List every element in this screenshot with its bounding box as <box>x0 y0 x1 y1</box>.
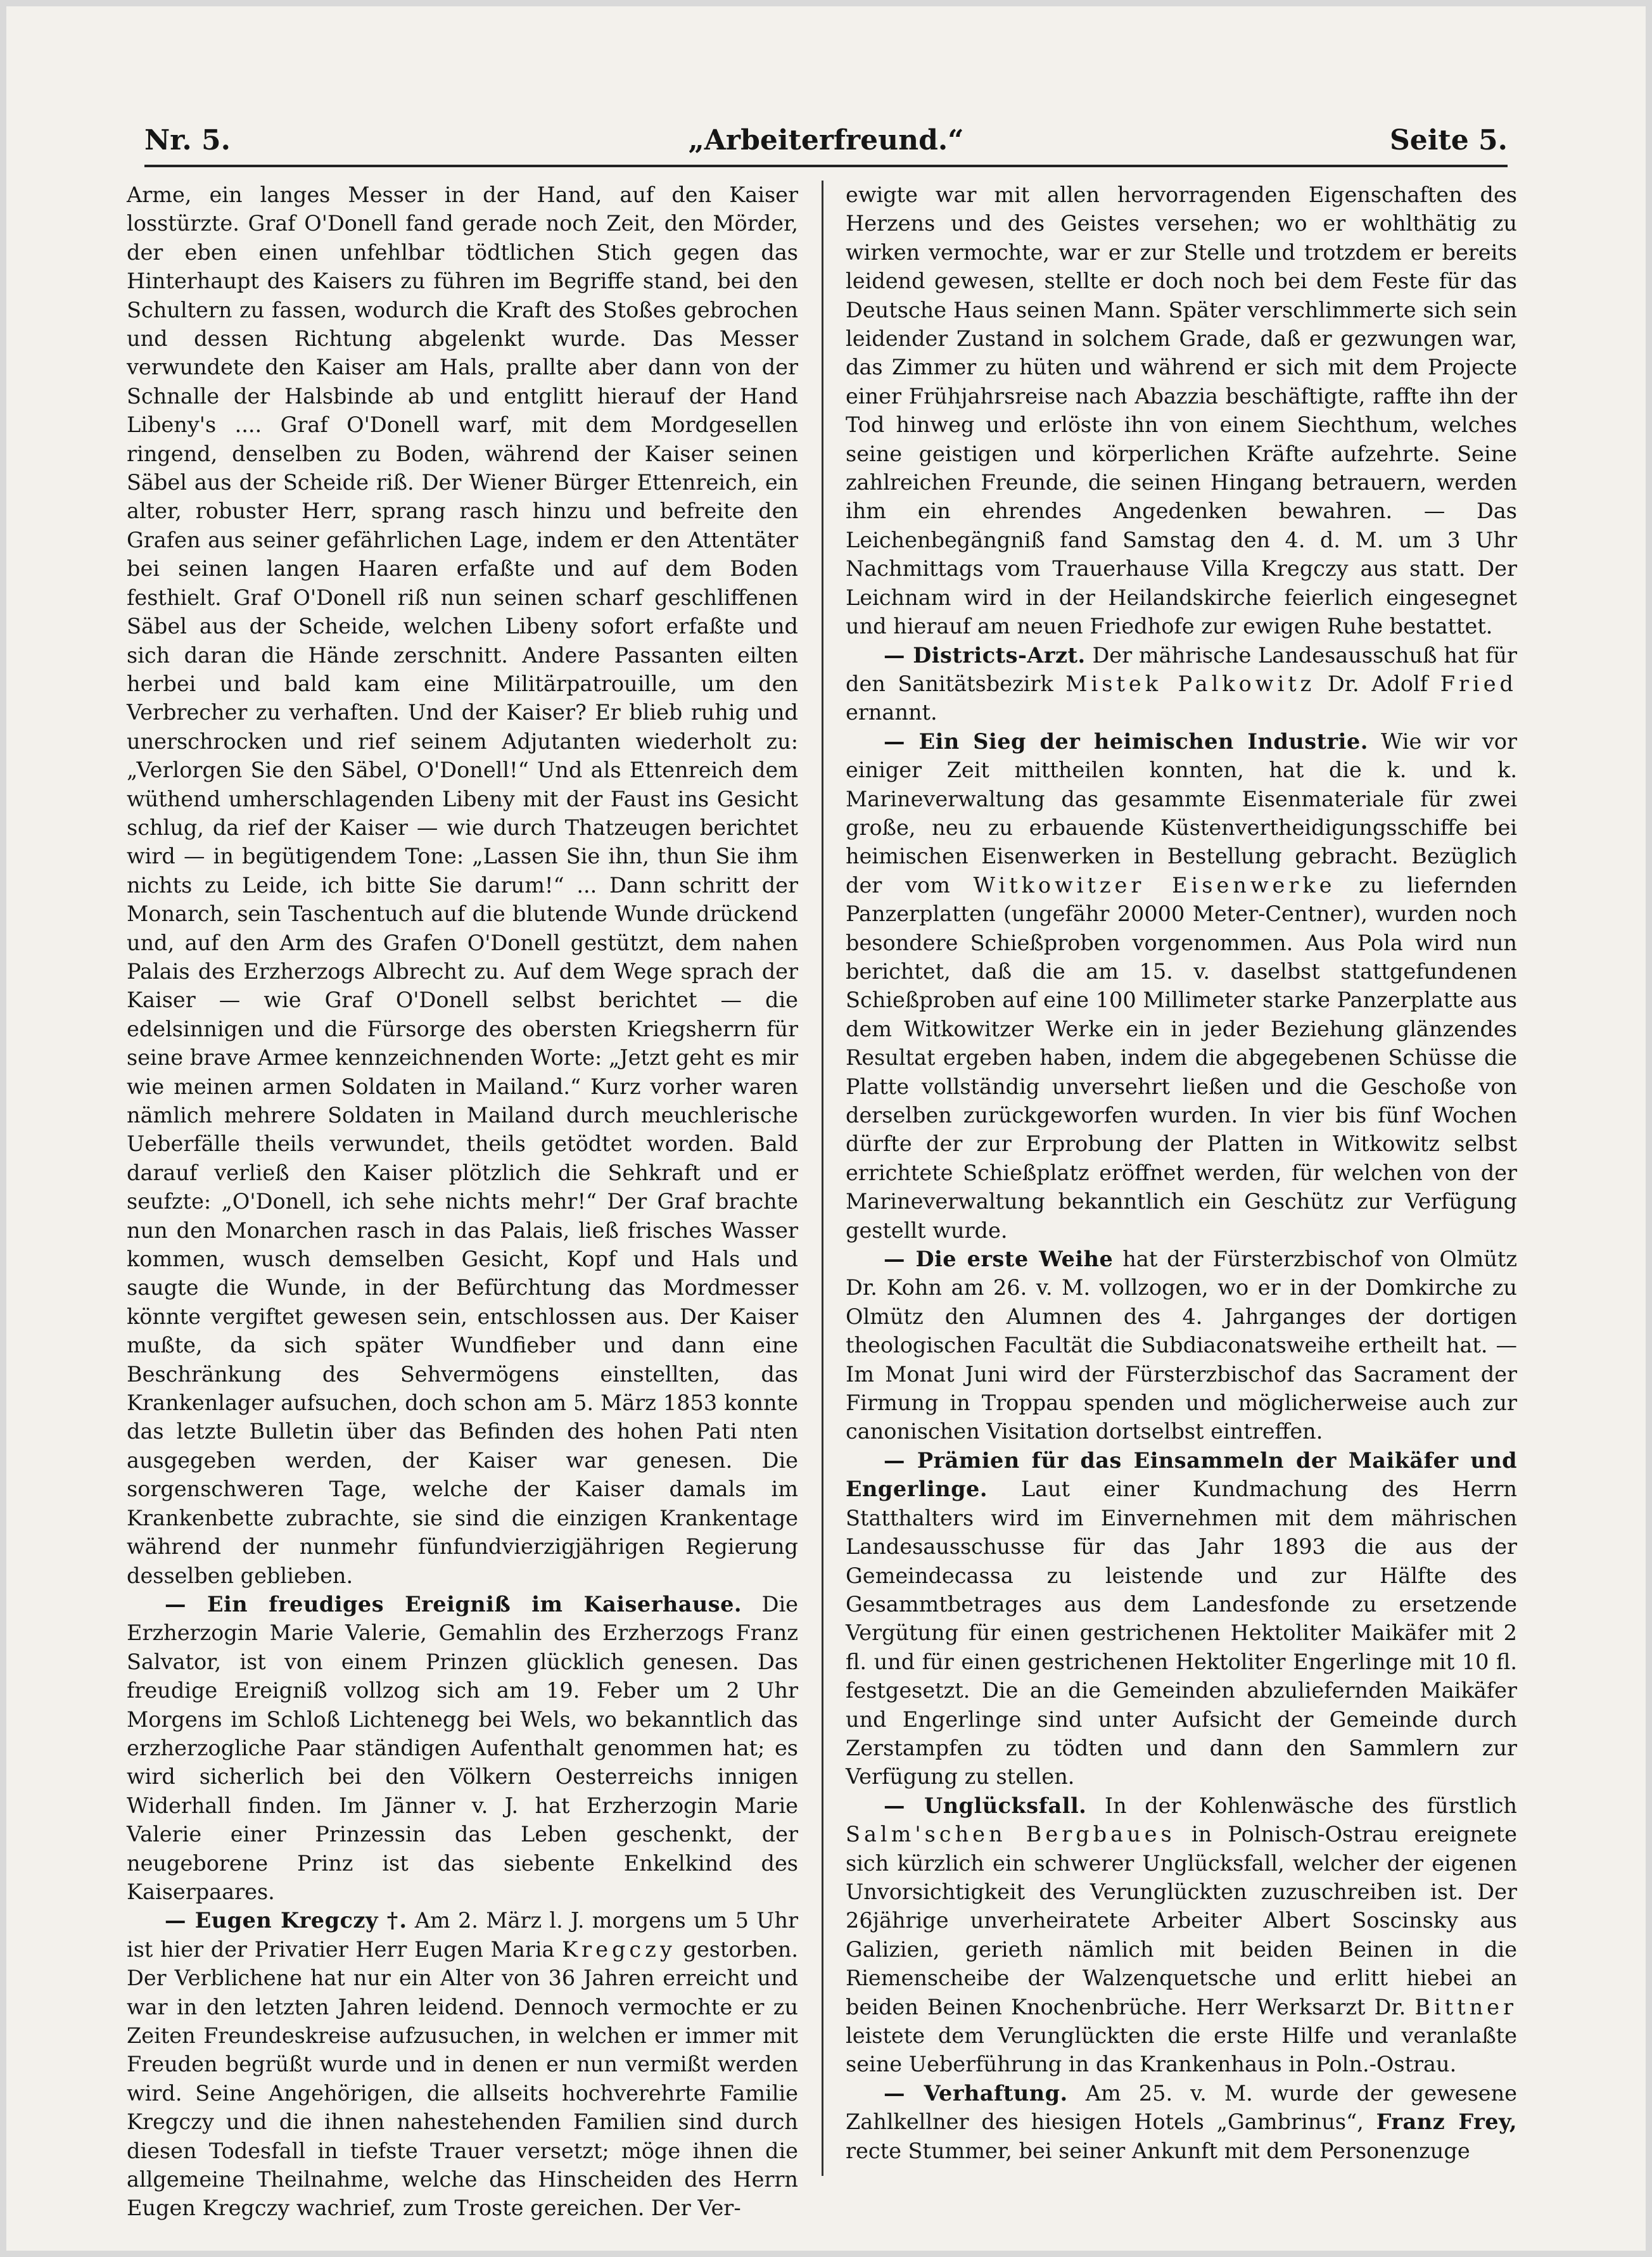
body-verhaftung-b: recte Stummer, bei seiner Ankunft mit dem Personenzuge <box>846 2138 1470 2163</box>
issue-number: Nr. 5. <box>144 124 231 156</box>
article-ungluecksfall <box>846 1791 1517 2079</box>
article-kregczy-continued: ewigte war mit allen hervorragenden Eigenschaften des Herzens und des Geistes versehen; wo er wohlthätig zu wirken vermochte, war er zur Stelle und trotzdem er bereits leidend gewesen, stellte er doch noch bei dem Feste für das Deutsche Haus seinen Mann. Später verschlimmerte sich sein leidender Zustand in solchem Grade, daß er gezwungen war, das Zimmer zu hüten und während er sich mit dem Projecte einer Frühjahrsreise nach Abazzia beschäftigte, raffte ihn der Tod hinweg und erlöste ihn von einem Siechthum, welches seine geistigen und körperlichen Kräfte aufzehrte. Seine zahlreichen Freunde, die seinen Hingang betrauern, werden ihm ein ehrendes Angedenken bewahren. — Das Leichenbegängniß fand Samstag den 4. d. M. um 3 Uhr Nachmittags vom Trauerhause Villa Kregczy aus statt. Der Leichnam wird in der Heilandskirche feierlich eingesegnet und hierauf am neuen Friedhofe zur ewigen Ruhe bestattet. <box>846 182 1517 639</box>
headline-kregczy: — Eugen Kregczy †. <box>165 1908 407 1933</box>
body-ungluecksfall-c: leistete dem Verunglückten die erste Hilfe und veranlaßte seine Ueberführung in das Krankenhaus in Poln.-Ostrau. <box>846 2023 1517 2077</box>
works-witkowitz: Witkowitzer Eisenwerke <box>973 872 1336 898</box>
article-districts-arzt <box>846 641 1517 727</box>
article-maikaefer <box>846 1446 1517 1791</box>
right-column <box>846 181 1517 2182</box>
article-kaiserhaus <box>127 1590 798 1906</box>
name-kregczy: Kregczy <box>562 1936 676 1962</box>
column-divider <box>822 181 823 2176</box>
body-ungluecksfall-b: in Polnisch-Ostrau ereignete sich kürzlich ein schwerer Unglücksfall, welcher der eigenen Unvorsichtigkeit des Verunglückten zuzuschreiben ist. Der 26jährige unverheiratete Arbeiter Albert Soscinsky aus Galizien, gerieth nämlich mit beiden Beinen in die Riemenscheibe der Walzenquetsche und erlitt hiebei an beiden Beinen Knochenbrüche. Herr Werksarzt Dr. <box>846 1822 1517 2019</box>
body-industrie-b: zu liefernden Panzerplatten (ungefähr 20000 Meter-Centner), wurden noch besondere Schießproben vorgenommen. Aus Pola wird nun berichtet, daß die am 15. v. daselbst stattgefundenen Schießproben auf eine 100 Millimeter starke Panzerplatte aus dem Witkowitzer Werke ein in jeder Beziehung glänzendes Resultat ergeben haben, indem die abgegebenen Schüsse die Platte vollständig unversehrt ließen und die Geschoße von derselben zurückgeworfen wurden. In vier bis fünf Wochen dürfte der zur Erprobung der Platten in Witkowitz selbst errichtete Schießplatz eröffnet werden, für welchen von der Marineverwaltung bekanntlich ein Geschütz zur Verfügung gestellt wurde. <box>846 872 1517 1243</box>
works-salm: Salm'schen Bergbaues <box>846 1822 1176 1847</box>
body-verhaftung-a: Am 25. v. M. wurde der gewesene Zahlkellner des hiesigen Hotels „Gambrinus“, <box>846 2080 1517 2135</box>
left-column <box>127 181 799 2221</box>
body-industrie-a: Wie wir vor einiger Zeit mittheilen konnten, hat die k. und k. Marineverwaltung das gesammte Eisenmateriale für zwei große, neu zu erbauende Küstenvertheidigungsschiffe bei heimischen Eisenwerken in Bestellung gebracht. Bezüglich der vom <box>846 728 1517 898</box>
body-districts-arzt-a: Der mährische Landesausschuß hat für den Sanitätsbezirk <box>846 642 1517 696</box>
headline-districts-arzt: — Districts-Arzt. <box>884 642 1086 668</box>
newspaper-title: „Arbeiterfreund.“ <box>688 124 964 156</box>
article-assassination-continued: Arme, ein langes Messer in der Hand, auf den Kaiser losstürzte. Graf O'Donell fand gerade noch Zeit, den Mörder, der eben einen unfehlbar tödtlichen Stich gegen das Hinterhaupt des Kaisers zu führen im Begriffe stand, bei den Schultern zu fassen, wodurch die Kraft des Stoßes gebrochen und dessen Richtung abgelenkt wurde. Das Messer verwundete den Kaiser am Hals, prallte aber dann von der Schnalle der Halsbinde ab und entglitt hierauf der Hand Libeny's .... Graf O'Donell warf, mit dem Mordgesellen ringend, denselben zu Boden, während der Kaiser seinen Säbel aus der Scheide riß. Der Wiener Bürger Ettenreich, ein alter, robuster Herr, sprang rasch hinzu und befreite den Grafen aus seiner gefährlichen Lage, indem er den Attentäter bei seinen langen Haaren erfaßte und auf dem Boden festhielt. Graf O'Donell riß nun seinen scharf geschliffenen Säbel aus der Scheide, welchen Libeny sofort erfaßte und sich daran die Hände zerschnitt. Andere Passanten eilten herbei und bald kam eine Militärpatrouille, um den Verbrecher zu verhaften. Und der Kaiser? Er blieb ruhig und unerschrocken und rief seinem Adjutanten wiederholt zu: „Verlorgen Sie den Säbel, O'Donell!“ Und als Ettenreich dem wüthend umherschlagenden Libeny mit der Faust ins Gesicht schlug, da rief der Kaiser — wie durch Thatzeugen berichtet wird — in begütigendem Tone: „Lassen Sie ihn, thun Sie ihm nichts zu Leide, ich bitte Sie darum!“ ... Dann schritt der Monarch, sein Taschentuch auf die blutende Wunde drückend und, auf den Arm des Grafen O'Donell gestützt, dem nahen Palais des Erzherzogs Albrecht zu. Auf dem Wege sprach der Kaiser — wie Graf O'Donell selbst berichtet — die edelsinnigen und die Fürsorge des obersten Kriegsherrn für seine brave Armee kennzeichnenden Worte: „Jetzt geht es mir wie meinen armen Soldaten in Mailand.“ Kurz vorher waren nämlich mehrere Soldaten in Mailand durch meuchlerische Ueberfälle theils verwundet, theils getödtet worden. Bald darauf verließ den Kaiser plötzlich die Sehkraft und er seufzte: „O'Donell, ich sehe nichts mehr!“ Der Graf brachte nun den Monarchen rasch in das Palais, ließ frisches Wasser kommen, wusch demselben Gesicht, Kopf und Hals und saugte die Wunde, in der Befürchtung das Mordmesser könnte vergiftet gewesen sein, entschlossen aus. Der Kaiser mußte, da sich später Wundfieber und dann eine Beschränkung des Sehvermögens einstellten, das Krankenlager aufsuchen, doch schon am 5. März 1853 konnte das letzte Bulletin über das Befinden des hohen Pati nten ausgegeben werden, der Kaiser war genesen. Die sorgenschweren Tage, welche der Kaiser damals im Krankenbette zubrachte, sie sind die einzigen Krankentage während der nunmehr fünfundvierzigjährigen Regierung desselben geblieben. <box>127 182 798 1588</box>
headline-verhaftung: — Verhaftung. <box>884 2080 1068 2106</box>
article-industrie <box>846 727 1517 1245</box>
text-columns <box>127 181 1533 2221</box>
headline-maikaefer: — Prämien für das Einsammeln der Maikäfer und Engerlinge. <box>846 1447 1517 1502</box>
body-kaiserhaus: Die Erzherzogin Marie Valerie, Gemahlin des Erzherzogs Franz Salvator, ist von einem Prinzen glücklich genesen. Das freudige Ereigniß vollzog sich am 19. Feber um 2 Uhr Morgens im Schloß Lichtenegg bei Wels, wo bekanntlich das erzherzogliche Paar ständigen Aufenthalt genommen hat; es wird sicherlich bei den Völkern Oesterreichs innigen Widerhall finden. Im Jänner v. J. hat Erzherzogin Marie Valerie einer Prinzessin das Leben geschenkt, der neugeborene Prinz ist das siebente Enkelkind des Kaiserpaares. <box>127 1591 799 1904</box>
article-verhaftung <box>846 2079 1517 2165</box>
name-bittner: Bittner <box>1414 1994 1517 2019</box>
name-fried: Fried <box>1440 671 1517 696</box>
page-number: Seite 5. <box>1389 124 1508 156</box>
headline-kaiserhaus: — Ein freudiges Ereigniß im Kaiserhause. <box>165 1591 742 1617</box>
body-ungluecksfall-a: In der Kohlenwäsche des fürstlich <box>1104 1793 1517 1818</box>
name-frey: Franz Frey, <box>1376 2109 1517 2135</box>
body-erste-weihe: hat der Fürsterzbischof von Olmütz Dr. Kohn am 26. v. M. vollzogen, wo er in der Domkirche zu Olmütz den Alumnen des 4. Jahrganges der dortigen theologischen Facultät die Subdiaconatsweihe ertheilt hat. — Im Monat Juni wird der Fürsterzbischof das Sacrament der Firmung in Troppau spenden und möglicherweise auch zur canonischen Visitation dortselbst eintreffen. <box>846 1247 1517 1444</box>
article-erste-weihe <box>846 1245 1517 1446</box>
body-kregczy-b: gestorben. Der Verblichene hat nur ein Alter von 36 Jahren erreicht und war in den letzten Jahren leidend. Dennoch vermochte er zu Zeiten Freundeskreise aufzusuchen, in welchen er immer mit Freuden begrüßt wurde und in denen er nun vermißt werden wird. Seine Angehörigen, die allseits hochverehrte Familie Kregczy und die ihnen nahestehenden Familien sind durch diesen Todesfall in tiefste Trauer versetzt; möge ihnen die allgemeine Theilnahme, welche das Hinscheiden des Herrn Eugen Kregczy wachrief, zum Troste gereichen. Der Ver- <box>127 1936 798 2221</box>
place-mistek-palkowitz: Mistek Palkowitz <box>1065 671 1316 696</box>
body-maikaefer: Laut einer Kundmachung des Herrn Statthalters wird im Einvernehmen mit dem mährischen Landesausschusse für das Jahr 1893 die aus der Gemeindecassa zu leistende und zur Hälfte des Gesammtbetrages aus dem Landesfonde zu ersetzende Vergütung für einen gestrichenen Hektoliter Maikäfer mit 2 fl. und für einen gestrichenen Hektoliter Engerlinge mit 10 fl. festgesetzt. Die an die Gemeinden abzuliefernden Maikäfer und Engerlinge sind unter Aufsicht der Gemeinde durch Zerstampfen zu tödten und dann den Sammlern zur Verfügung zu stellen. <box>846 1477 1517 1790</box>
body-kregczy-a: Am 2. März l. J. morgens um 5 Uhr ist hier der Privatier Herr Eugen Maria <box>127 1908 799 1962</box>
article-kregczy <box>127 1906 798 2222</box>
headline-erste-weihe: — Die erste Weihe <box>884 1247 1114 1272</box>
page-header <box>144 124 1508 167</box>
body-districts-arzt-b: Dr. Adolf <box>1327 671 1428 696</box>
headline-ungluecksfall: — Unglücksfall. <box>884 1793 1087 1818</box>
headline-industrie: — Ein Sieg der heimischen Industrie. <box>884 728 1368 754</box>
body-districts-arzt-c: ernannt. <box>846 700 937 725</box>
